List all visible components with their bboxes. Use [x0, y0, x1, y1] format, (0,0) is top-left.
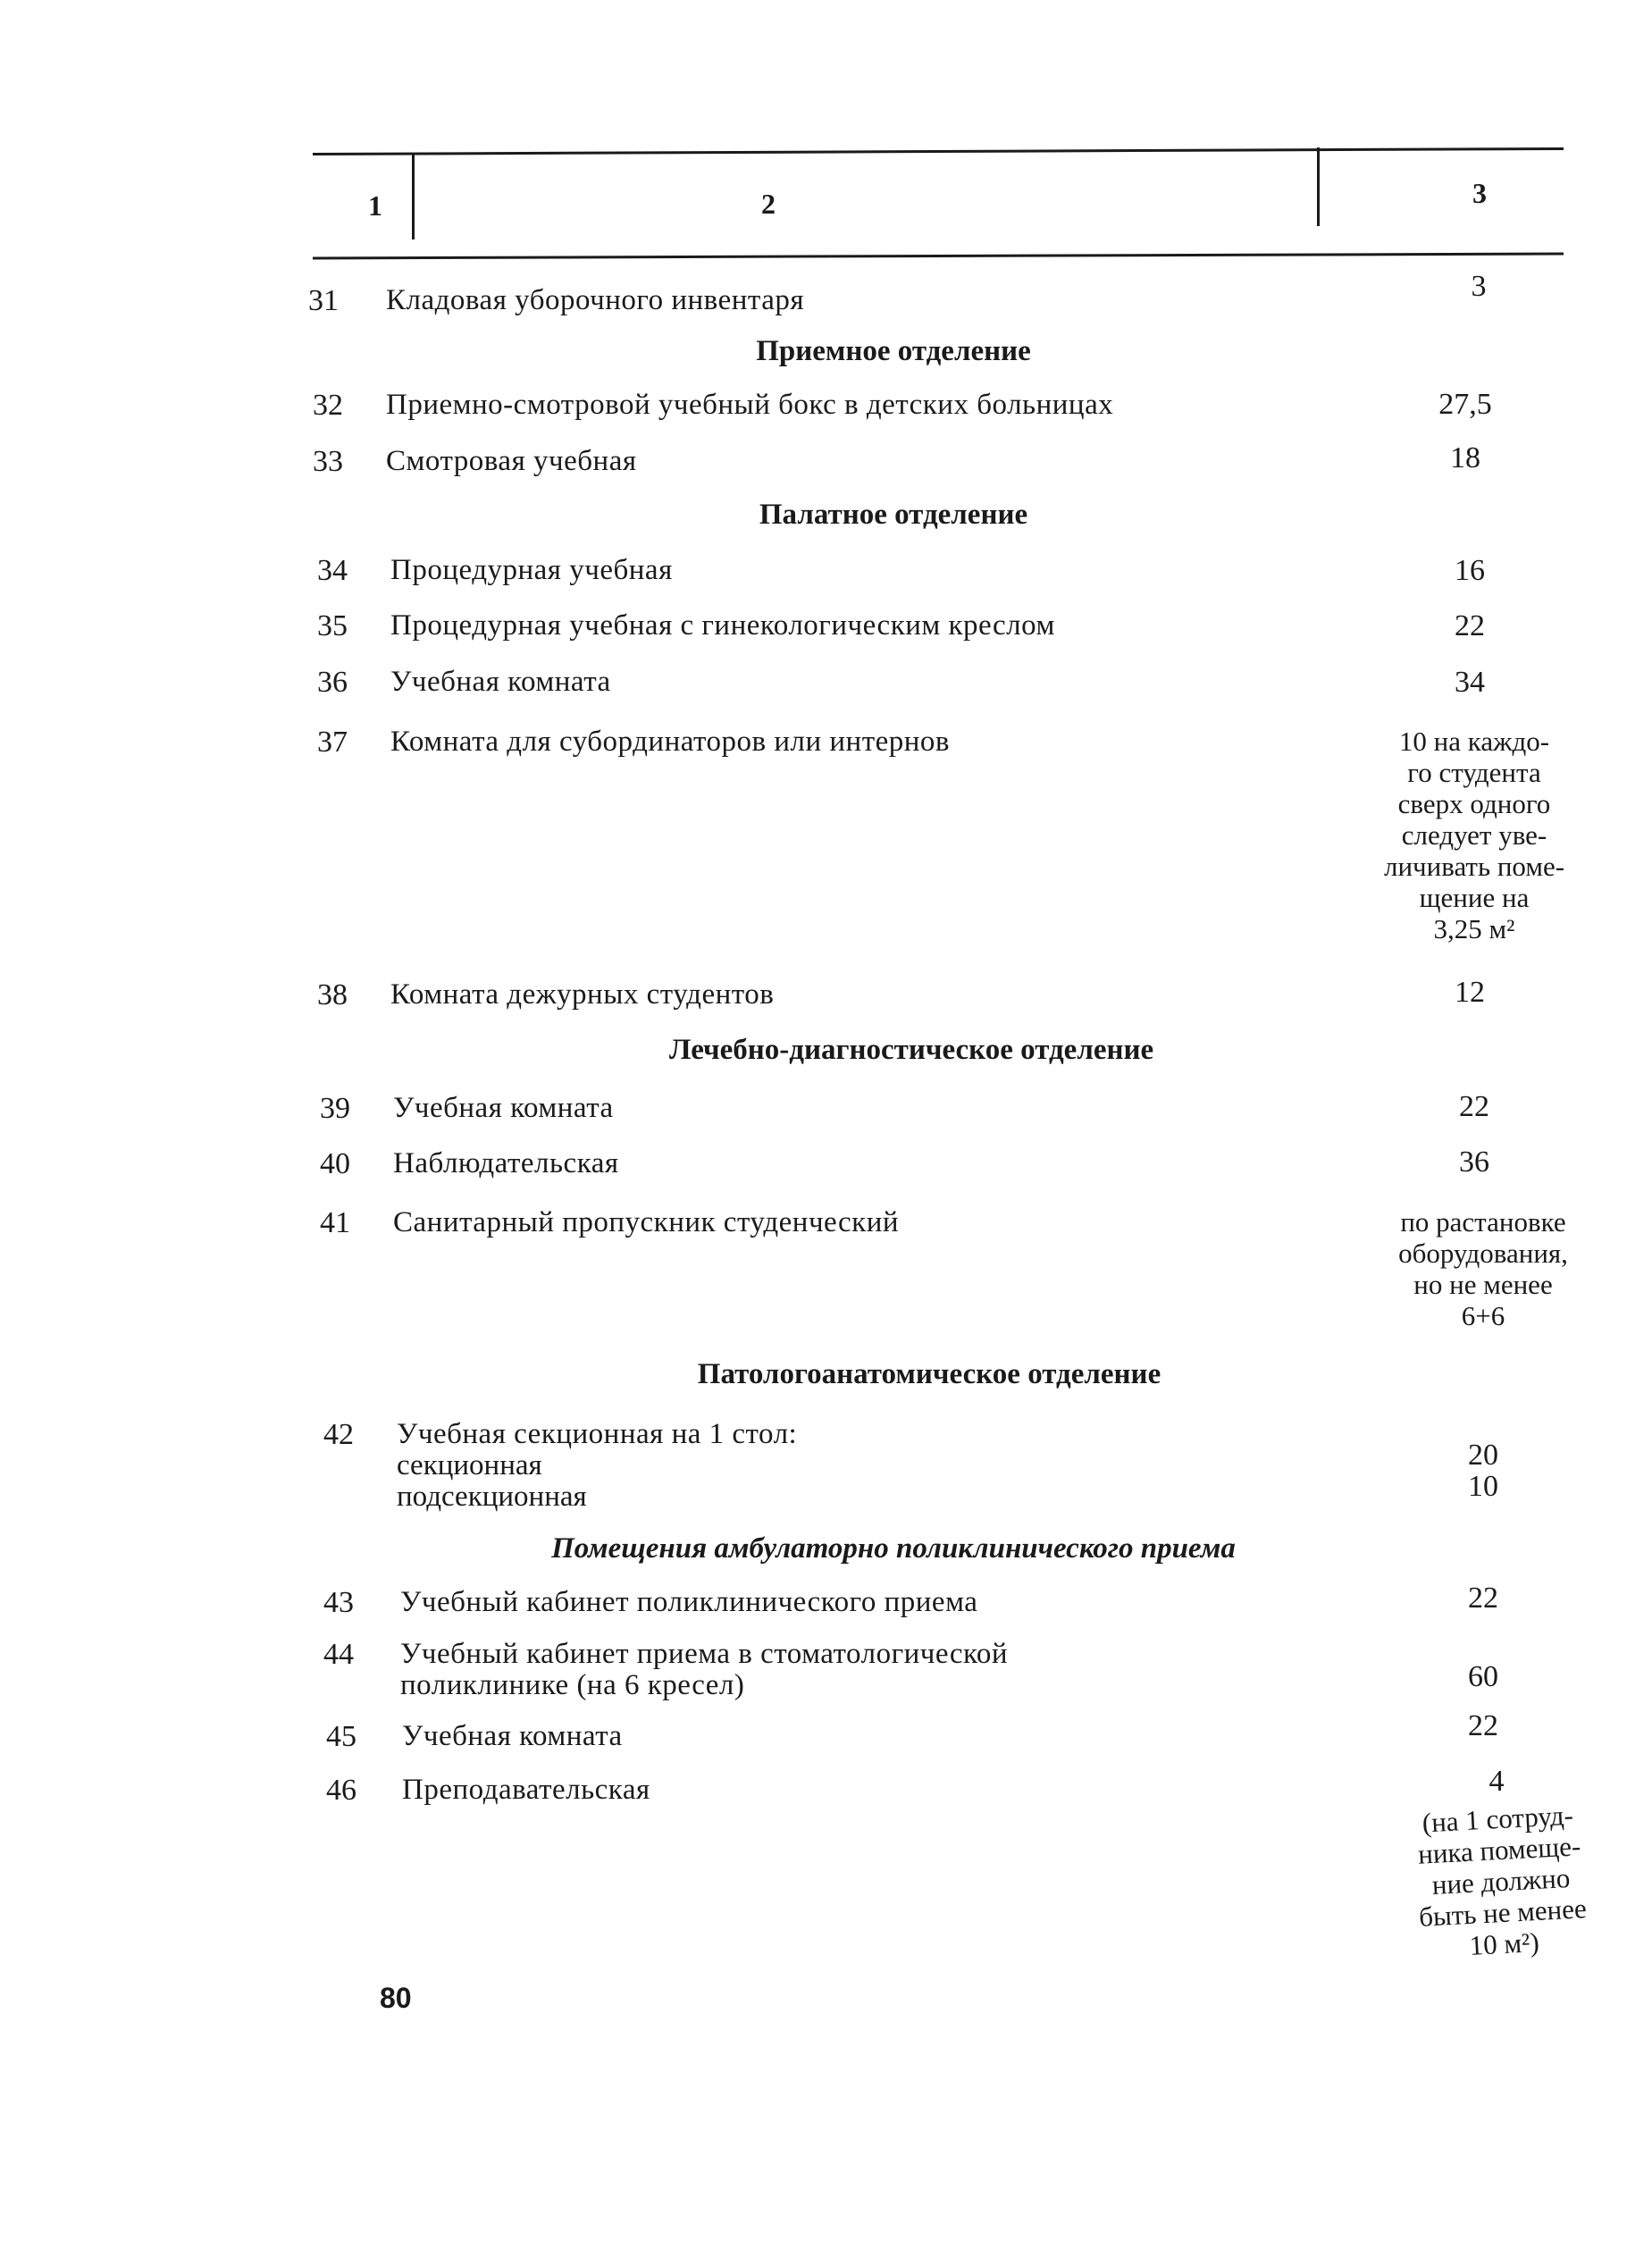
note-line: следует уве-: [1401, 819, 1547, 851]
row-number: 33: [313, 445, 343, 478]
row-value: 16: [1455, 554, 1485, 587]
row-number: 32: [313, 389, 343, 422]
row-number: 40: [320, 1147, 350, 1180]
row-name: Учебный кабинет поликлинического приема: [400, 1586, 978, 1618]
note-line: личивать поме-: [1383, 851, 1565, 882]
row-number: 46: [326, 1774, 356, 1807]
row-name: Наблюдательская: [393, 1147, 619, 1179]
row-note: [1340, 726, 1608, 944]
row-value: 34: [1455, 666, 1485, 699]
row-subitem: подсекционная: [397, 1481, 587, 1513]
row-name: Учебная комната: [393, 1092, 614, 1124]
row-value: 22: [1468, 1709, 1498, 1742]
row-number: 39: [320, 1092, 350, 1125]
row-value: 36: [1459, 1145, 1489, 1179]
row-subvalue: 10: [1468, 1470, 1498, 1503]
row-value: 18: [1450, 441, 1480, 474]
note-line: 10 на каждо-: [1398, 726, 1550, 757]
row-number: 34: [317, 554, 348, 587]
section-heading: Патологоанатомическое отделение: [697, 1358, 1161, 1390]
row-value: 22: [1455, 609, 1485, 642]
row-number: 37: [317, 726, 348, 759]
note-line: ника помеще-: [1417, 1830, 1582, 1870]
row-value: 22: [1459, 1090, 1489, 1123]
row-name-continued: поликлинике (на 6 кресел): [400, 1669, 745, 1701]
row-value: 60: [1468, 1660, 1498, 1693]
header-col-3: 3: [1472, 177, 1487, 209]
row-number: 41: [320, 1206, 350, 1239]
note-line: по растановке: [1400, 1206, 1566, 1238]
row-name: Приемно-смотровой учебный бокс в детских больницах: [386, 389, 1114, 421]
row-value: 4: [1488, 1765, 1505, 1798]
section-heading: Лечебно-диагностическое отделение: [668, 1034, 1154, 1066]
row-name: Преподавательская: [402, 1774, 650, 1806]
row-name: Процедурная учебная: [390, 554, 673, 586]
row-number: 43: [323, 1586, 354, 1619]
row-value: 12: [1455, 976, 1485, 1009]
row-number: 45: [326, 1720, 356, 1753]
row-name: Учебная секционная на 1 стол:: [397, 1418, 798, 1450]
note-line: но не менее: [1413, 1269, 1553, 1300]
row-number: 36: [317, 666, 348, 699]
header-bottom-rule: [313, 253, 1564, 260]
note-line: ние должно: [1430, 1861, 1572, 1901]
row-number: 35: [317, 609, 348, 642]
header-divider-1: [412, 154, 415, 239]
row-subvalue: 20: [1468, 1439, 1498, 1472]
row-value: 27,5: [1438, 388, 1492, 421]
row-name: Учебный кабинет приема в стоматологической: [400, 1638, 1009, 1670]
row-name: Санитарный пропускник студенческий: [393, 1206, 900, 1238]
row-name: Комната для субординаторов или интернов: [390, 726, 951, 758]
note-line: 10 м²): [1468, 1926, 1540, 1961]
row-name: Процедурная учебная с гинекологическим креслом: [390, 609, 1055, 642]
header-col-2: 2: [761, 188, 776, 220]
row-note: [1363, 1796, 1639, 1966]
note-line: го студента: [1407, 757, 1541, 788]
section-heading: Палатное отделение: [759, 499, 1028, 531]
row-number: 44: [323, 1638, 354, 1671]
row-name: Кладовая уборочного инвентаря: [386, 284, 805, 316]
row-name: Смотровая учебная: [386, 445, 637, 477]
row-name: Учебная комната: [402, 1720, 623, 1752]
row-note: [1354, 1206, 1613, 1331]
row-value: 3: [1471, 270, 1487, 303]
note-line: оборудования,: [1398, 1238, 1568, 1269]
row-value: 22: [1468, 1582, 1498, 1615]
row-number: 38: [317, 978, 348, 1011]
note-line: сверх одного: [1397, 788, 1551, 819]
row-name: Учебная комната: [390, 666, 611, 698]
note-line: 6+6: [1461, 1300, 1505, 1331]
header-divider-2: [1317, 147, 1320, 226]
row-number: 31: [308, 284, 339, 317]
header-col-1: 1: [368, 189, 382, 222]
note-line: (на 1 сотруд-: [1421, 1799, 1574, 1839]
header-top-rule: [313, 147, 1564, 155]
note-line: быть не менее: [1418, 1892, 1588, 1933]
page-number: 80: [380, 1982, 412, 2014]
note-line: щение на: [1419, 882, 1530, 913]
section-heading: Помещения амбулаторно поликлинического приема: [551, 1532, 1236, 1565]
section-heading: Приемное отделение: [756, 335, 1031, 367]
row-subitem: секционная: [397, 1449, 542, 1481]
note-line: 3,25 м²: [1433, 913, 1515, 944]
row-name: Комната дежурных студентов: [390, 978, 775, 1011]
row-number: 42: [323, 1418, 354, 1451]
